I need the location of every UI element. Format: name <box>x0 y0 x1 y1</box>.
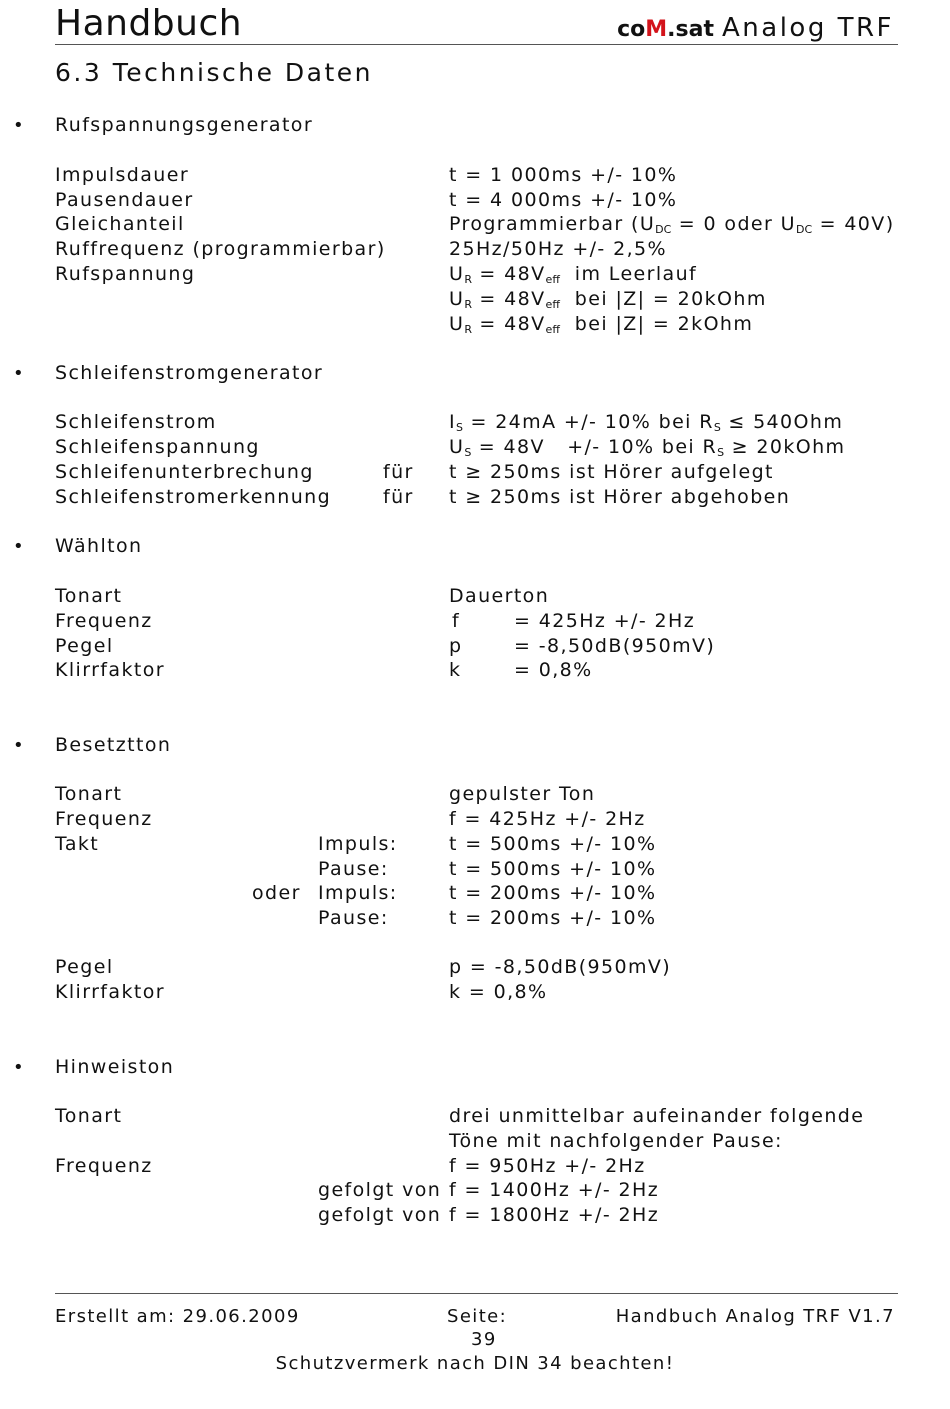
takt-row-2-label: Pause: <box>318 858 389 880</box>
rufspannung-2-u: U <box>449 288 465 310</box>
label-schleifenstromerkennung: Schleifenstromerkennung <box>55 486 332 508</box>
label-schleifenunterbrechung: Schleifenunterbrechung <box>55 461 314 483</box>
rufspannung-3-cond: bei |Z| = 2kOhm <box>559 313 754 335</box>
brand-logo-sat: .sat <box>667 17 714 42</box>
rufspannung-1-sub-r: R <box>464 273 472 286</box>
hinweiston-gefolgt-2-label: gefolgt von <box>318 1204 442 1226</box>
footer-manual-version: Handbuch Analog TRF V1.7 <box>615 1306 895 1327</box>
rufspannung-3-sub-r: R <box>464 323 472 336</box>
label-waehlton-tonart: Tonart <box>55 585 123 607</box>
brand-logo <box>617 17 714 42</box>
heading-schleifenstromgenerator: Schleifenstromgenerator <box>55 362 324 384</box>
footer-page-number: 39 <box>471 1329 497 1350</box>
takt-row-1-label: Impuls: <box>318 833 398 855</box>
fuer-schleifenstromerkennung: für <box>383 486 414 508</box>
value-schleifenunterbrechung: t ≥ 250ms ist Hörer aufgelegt <box>449 461 774 483</box>
sym-waehlton-frequenz: f <box>452 610 461 632</box>
header-brand <box>617 15 894 41</box>
rufspannung-1-cond: im Leerlauf <box>559 263 698 285</box>
label-pausendauer: Pausendauer <box>55 189 194 211</box>
bullet-besetztton: • <box>13 735 26 756</box>
value-hinweiston-tonart-2: Töne mit nachfolgender Pause: <box>449 1130 783 1152</box>
value-schleifenstrom <box>449 413 843 433</box>
rufspannung-2-sub-eff: eff <box>545 298 560 311</box>
schleifenstrom-end: ≤ 540Ohm <box>720 411 844 433</box>
value-besetztton-frequenz: f = 425Hz +/- 2Hz <box>449 808 646 830</box>
value-waehlton-klirrfaktor: = 0,8% <box>514 659 593 681</box>
rufspannung-3-u: U <box>449 313 465 335</box>
bullet-waehlton: • <box>13 536 26 557</box>
value-waehlton-tonart: Dauerton <box>449 585 550 607</box>
label-hinweiston-tonart: Tonart <box>55 1105 123 1127</box>
value-besetztton-klirrfaktor: k = 0,8% <box>449 981 548 1003</box>
rufspannung-3-sub-eff: eff <box>545 323 560 336</box>
value-ruffrequenz: 25Hz/50Hz +/- 2,5% <box>449 238 668 260</box>
bullet-hinweiston: • <box>13 1057 26 1078</box>
footer-rule <box>55 1293 898 1294</box>
takt-row-2-value: t = 500ms +/- 10% <box>449 858 657 880</box>
value-besetztton-pegel: p = -8,50dB(950mV) <box>449 956 672 978</box>
takt-row-3-value: t = 200ms +/- 10% <box>449 882 657 904</box>
value-impulsdauer: t = 1 000ms +/- 10% <box>449 164 678 186</box>
gleichanteil-part-1: Programmierbar (U <box>449 213 656 235</box>
footer-notice: Schutzvermerk nach DIN 34 beachten! <box>275 1353 675 1374</box>
value-rufspannung-20k <box>449 290 767 310</box>
takt-row-1-value: t = 500ms +/- 10% <box>449 833 657 855</box>
value-rufspannung-leerlauf <box>449 265 697 285</box>
rufspannung-2-v: = 48V <box>471 288 546 310</box>
label-schleifenspannung: Schleifenspannung <box>55 436 260 458</box>
label-ruffrequenz: Ruffrequenz (programmierbar) <box>55 238 386 260</box>
heading-waehlton: Wählton <box>55 535 143 557</box>
label-gleichanteil: Gleichanteil <box>55 213 185 235</box>
footer-created: Erstellt am: 29.06.2009 <box>55 1306 300 1327</box>
heading-besetztton: Besetztton <box>55 734 172 756</box>
bullet-schleifenstromgenerator: • <box>13 363 26 384</box>
sym-waehlton-klirrfaktor: k <box>449 659 462 681</box>
label-besetztton-klirrfaktor: Klirrfaktor <box>55 981 165 1003</box>
label-hinweiston-frequenz: Frequenz <box>55 1155 153 1177</box>
value-hinweiston-frequenz: f = 950Hz +/- 2Hz <box>449 1155 646 1177</box>
label-besetztton-frequenz: Frequenz <box>55 808 153 830</box>
takt-row-4-label: Pause: <box>318 907 389 929</box>
brand-logo-co: co <box>617 17 646 42</box>
brand-logo-m: M <box>645 17 668 42</box>
hinweiston-gefolgt-1-value: f = 1400Hz +/- 2Hz <box>449 1179 660 1201</box>
gleichanteil-part-3: = 40V) <box>812 213 895 235</box>
gleichanteil-sub-1: DC <box>655 223 672 236</box>
bullet-rufspannungsgenerator: • <box>13 115 26 136</box>
label-besetztton-takt: Takt <box>55 833 100 855</box>
schleifenspannung-sub-rs: S <box>717 446 725 459</box>
rufspannung-1-v: = 48V <box>471 263 546 285</box>
heading-rufspannungsgenerator: Rufspannungsgenerator <box>55 114 314 136</box>
sym-waehlton-pegel: p <box>449 635 463 657</box>
rufspannung-1-sub-eff: eff <box>545 273 560 286</box>
rufspannung-3-v: = 48V <box>471 313 546 335</box>
value-schleifenspannung <box>449 438 845 458</box>
gleichanteil-part-2: = 0 oder U <box>671 213 796 235</box>
schleifenspannung-sub-s: S <box>464 446 472 459</box>
rufspannung-2-cond: bei |Z| = 20kOhm <box>559 288 767 310</box>
label-schleifenstrom: Schleifenstrom <box>55 411 217 433</box>
footer-page-label: Seite: <box>447 1306 508 1327</box>
value-waehlton-pegel: = -8,50dB(950mV) <box>514 635 716 657</box>
fuer-schleifenunterbrechung: für <box>383 461 414 483</box>
rufspannung-1-u: U <box>449 263 465 285</box>
schleifenspannung-mid: = 48V +/- 10% bei R <box>471 436 718 458</box>
heading-hinweiston: Hinweiston <box>55 1056 175 1078</box>
takt-row-3-label: Impuls: <box>318 882 398 904</box>
value-rufspannung-2k <box>449 315 753 335</box>
value-schleifenstromerkennung: t ≥ 250ms ist Hörer abgehoben <box>449 486 791 508</box>
header-rule <box>55 44 898 45</box>
value-gleichanteil <box>449 215 895 235</box>
label-waehlton-frequenz: Frequenz <box>55 610 153 632</box>
header-subtitle: Analog TRF <box>722 13 894 43</box>
hinweiston-gefolgt-2-value: f = 1800Hz +/- 2Hz <box>449 1204 660 1226</box>
label-rufspannung: Rufspannung <box>55 263 196 285</box>
rufspannung-2-sub-r: R <box>464 298 472 311</box>
hinweiston-gefolgt-1-label: gefolgt von <box>318 1179 442 1201</box>
schleifenstrom-sub-s: S <box>456 421 463 434</box>
value-besetztton-tonart: gepulster Ton <box>449 783 596 805</box>
value-hinweiston-tonart-1: drei unmittelbar aufeinander folgende <box>449 1105 865 1127</box>
label-besetztton-pegel: Pegel <box>55 956 114 978</box>
label-waehlton-pegel: Pegel <box>55 635 114 657</box>
schleifenspannung-u: U <box>449 436 465 458</box>
gleichanteil-sub-2: DC <box>795 223 813 236</box>
schleifenstrom-sub-rs: S <box>713 421 721 434</box>
takt-oder: oder <box>252 882 301 904</box>
schleifenstrom-i: I <box>449 411 457 433</box>
takt-row-4-value: t = 200ms +/- 10% <box>449 907 657 929</box>
section-title: 6.3 Technische Daten <box>55 58 374 87</box>
value-waehlton-frequenz: = 425Hz +/- 2Hz <box>514 610 696 632</box>
header-title: Handbuch <box>55 3 243 44</box>
schleifenspannung-end: ≥ 20kOhm <box>724 436 846 458</box>
schleifenstrom-mid: = 24mA +/- 10% bei R <box>463 411 714 433</box>
label-waehlton-klirrfaktor: Klirrfaktor <box>55 659 165 681</box>
label-besetztton-tonart: Tonart <box>55 783 123 805</box>
label-impulsdauer: Impulsdauer <box>55 164 190 186</box>
value-pausendauer: t = 4 000ms +/- 10% <box>449 189 678 211</box>
